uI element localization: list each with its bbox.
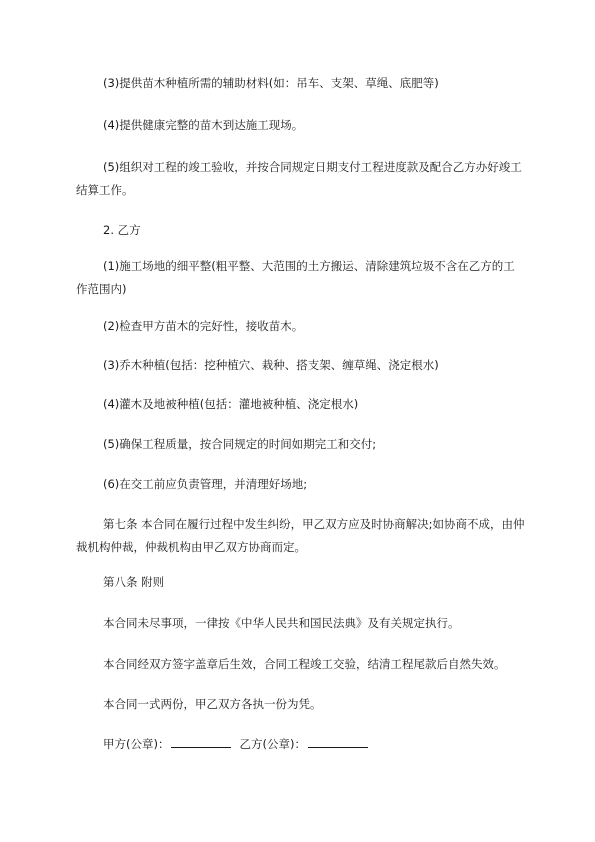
clause-party-b-item-3: (3)乔木种植(包括：挖种植穴、栽种、搭支架、缠草绳、浇定根水): [103, 358, 439, 372]
article-8-clause-1: 本合同未尽事项，一律按《中华人民共和国民法典》及有关规定执行。: [103, 616, 460, 630]
section-party-b-heading: 2. 乙方: [103, 223, 141, 237]
article-8-clause-2: 本合同经双方签字盖章后生效，合同工程竣工交验，结清工程尾款后自然失效。: [103, 657, 506, 671]
clause-party-b-item-2: (2)检查甲方苗木的完好性，接收苗木。: [103, 319, 304, 333]
party-a-seal-blank[interactable]: [171, 735, 231, 748]
clause-party-b-item-4: (4)灌木及地被种植(包括：灌地被种植、浇定根水): [103, 397, 359, 411]
party-b-seal-blank[interactable]: [308, 735, 368, 748]
party-a-seal-label: 甲方(公章)：: [103, 737, 170, 751]
clause-party-b-item-6: (6)在交工前应负责管理，并清理好场地;: [103, 477, 308, 491]
article-8-heading: 第八条 附则: [103, 575, 165, 589]
clause-party-b-item-5: (5)确保工程质量，按合同规定的时间如期完工和交付;: [103, 437, 377, 451]
article-7-dispute: 第七条 本合同在履行过程中发生纠纷，甲乙双方应及时协商解决;如协商不成，由仲裁机构仲裁，仲裁机构由甲乙双方协商而定。: [76, 517, 525, 554]
clause-party-a-item-4: (4)提供健康完整的苗木到达施工现场。: [103, 118, 304, 132]
signature-line: [103, 734, 376, 754]
clause-party-a-item-5: (5)组织对工程的竣工验收，并按合同规定日期支付工程进度款及配合乙方办好竣工结算工作。: [76, 160, 522, 197]
party-b-seal-label: 乙方(公章)：: [239, 737, 306, 751]
article-8-clause-3: 本合同一式两份，甲乙双方各执一份为凭。: [103, 697, 322, 711]
clause-party-a-item-3: (3)提供苗木种植所需的辅助材料(如：吊车、支架、草绳、底肥等): [103, 76, 439, 90]
clause-party-b-item-1: (1)施工场地的细平整(粗平整、大范围的土方搬运、清除建筑垃圾不含在乙方的工作范围内): [76, 259, 515, 296]
